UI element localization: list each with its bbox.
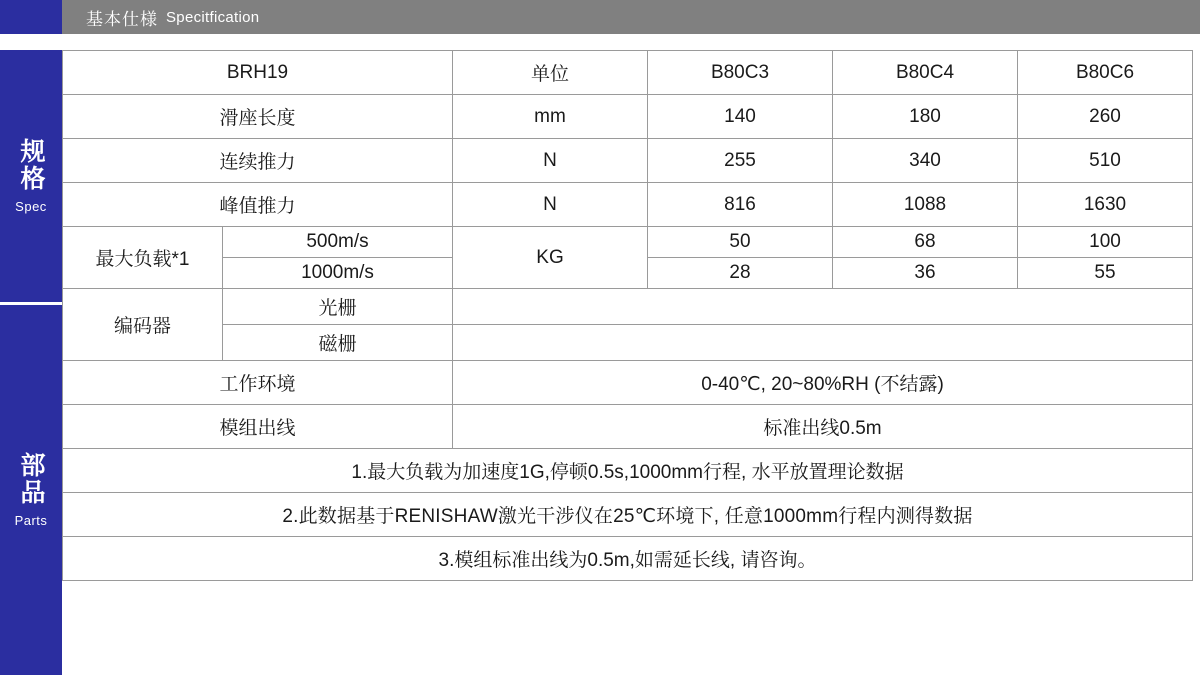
row-value-environment: 0-40℃, 20~80%RH (不结露) bbox=[453, 361, 1193, 405]
row-sublabel-max-load-500: 500m/s bbox=[223, 227, 453, 258]
category-parts bbox=[0, 305, 62, 675]
category-spec-label-en: Spec bbox=[15, 199, 47, 214]
spec-table bbox=[62, 50, 1193, 581]
header-col-b80c6: B80C6 bbox=[1018, 51, 1193, 95]
category-spec-label-cn: 规格 bbox=[17, 138, 45, 192]
category-parts-label-en: Parts bbox=[14, 513, 48, 528]
note-2: 2.此数据基于RENISHAW激光干涉仪在25℃环境下, 任意1000mm行程内测得数据 bbox=[63, 493, 1193, 537]
row-label-environment: 工作环境 bbox=[63, 361, 453, 405]
row-value-stroke-length-b80c6: 260 bbox=[1018, 95, 1193, 139]
row-value-max-load-500-b80c4: 68 bbox=[833, 227, 1018, 258]
header-col-b80c3: B80C3 bbox=[648, 51, 833, 95]
table-row bbox=[63, 405, 1193, 449]
table-row bbox=[63, 289, 1193, 325]
row-value-max-load-500-b80c3: 50 bbox=[648, 227, 833, 258]
row-sublabel-encoder-magnetic: 磁栅 bbox=[223, 325, 453, 361]
row-value-continuous-force-b80c4: 340 bbox=[833, 139, 1018, 183]
table-row bbox=[63, 183, 1193, 227]
spec-table-wrap bbox=[62, 50, 1200, 675]
row-value-encoder-optical bbox=[453, 289, 1193, 325]
category-parts-label-cn: 部品 bbox=[17, 452, 45, 506]
row-value-continuous-force-b80c3: 255 bbox=[648, 139, 833, 183]
header-title-en: Specitfication bbox=[166, 8, 260, 26]
table-row bbox=[63, 325, 1193, 361]
row-label-continuous-force: 连续推力 bbox=[63, 139, 453, 183]
row-unit-continuous-force: N bbox=[453, 139, 648, 183]
row-value-continuous-force-b80c6: 510 bbox=[1018, 139, 1193, 183]
header-accent-block bbox=[0, 0, 62, 34]
row-unit-stroke-length: mm bbox=[453, 95, 648, 139]
table-header-row bbox=[63, 51, 1193, 95]
row-value-encoder-magnetic bbox=[453, 325, 1193, 361]
row-label-stroke-length: 滑座长度 bbox=[63, 95, 453, 139]
row-label-peak-force: 峰值推力 bbox=[63, 183, 453, 227]
table-row bbox=[63, 537, 1193, 581]
row-unit-peak-force: N bbox=[453, 183, 648, 227]
table-row bbox=[63, 493, 1193, 537]
row-sublabel-max-load-1000: 1000m/s bbox=[223, 258, 453, 289]
note-3: 3.模组标准出线为0.5m,如需延长线, 请咨询。 bbox=[63, 537, 1193, 581]
header-model: BRH19 bbox=[63, 51, 453, 95]
table-row bbox=[63, 361, 1193, 405]
header-title-cn: 基本仕様 bbox=[86, 9, 158, 29]
row-label-cable: 模组出线 bbox=[63, 405, 453, 449]
category-spec bbox=[0, 50, 62, 305]
table-row bbox=[63, 227, 1193, 258]
category-column bbox=[0, 50, 62, 675]
header-col-b80c4: B80C4 bbox=[833, 51, 1018, 95]
row-sublabel-encoder-optical: 光栅 bbox=[223, 289, 453, 325]
row-value-stroke-length-b80c3: 140 bbox=[648, 95, 833, 139]
row-value-cable: 标准出线0.5m bbox=[453, 405, 1193, 449]
row-value-max-load-1000-b80c4: 36 bbox=[833, 258, 1018, 289]
page-header bbox=[0, 0, 1200, 34]
row-label-max-load: 最大负载*1 bbox=[63, 227, 223, 289]
row-value-peak-force-b80c3: 816 bbox=[648, 183, 833, 227]
note-1: 1.最大负载为加速度1G,停顿0.5s,1000mm行程, 水平放置理论数据 bbox=[63, 449, 1193, 493]
row-value-peak-force-b80c4: 1088 bbox=[833, 183, 1018, 227]
row-value-max-load-1000-b80c6: 55 bbox=[1018, 258, 1193, 289]
row-value-max-load-500-b80c6: 100 bbox=[1018, 227, 1193, 258]
row-label-encoder: 编码器 bbox=[63, 289, 223, 361]
table-row bbox=[63, 95, 1193, 139]
row-unit-max-load: KG bbox=[453, 227, 648, 289]
table-row bbox=[63, 139, 1193, 183]
spec-sheet bbox=[0, 50, 1200, 675]
table-row bbox=[63, 449, 1193, 493]
header-unit: 单位 bbox=[453, 51, 648, 95]
header-title-strip bbox=[62, 0, 1200, 34]
row-value-peak-force-b80c6: 1630 bbox=[1018, 183, 1193, 227]
row-value-max-load-1000-b80c3: 28 bbox=[648, 258, 833, 289]
row-value-stroke-length-b80c4: 180 bbox=[833, 95, 1018, 139]
